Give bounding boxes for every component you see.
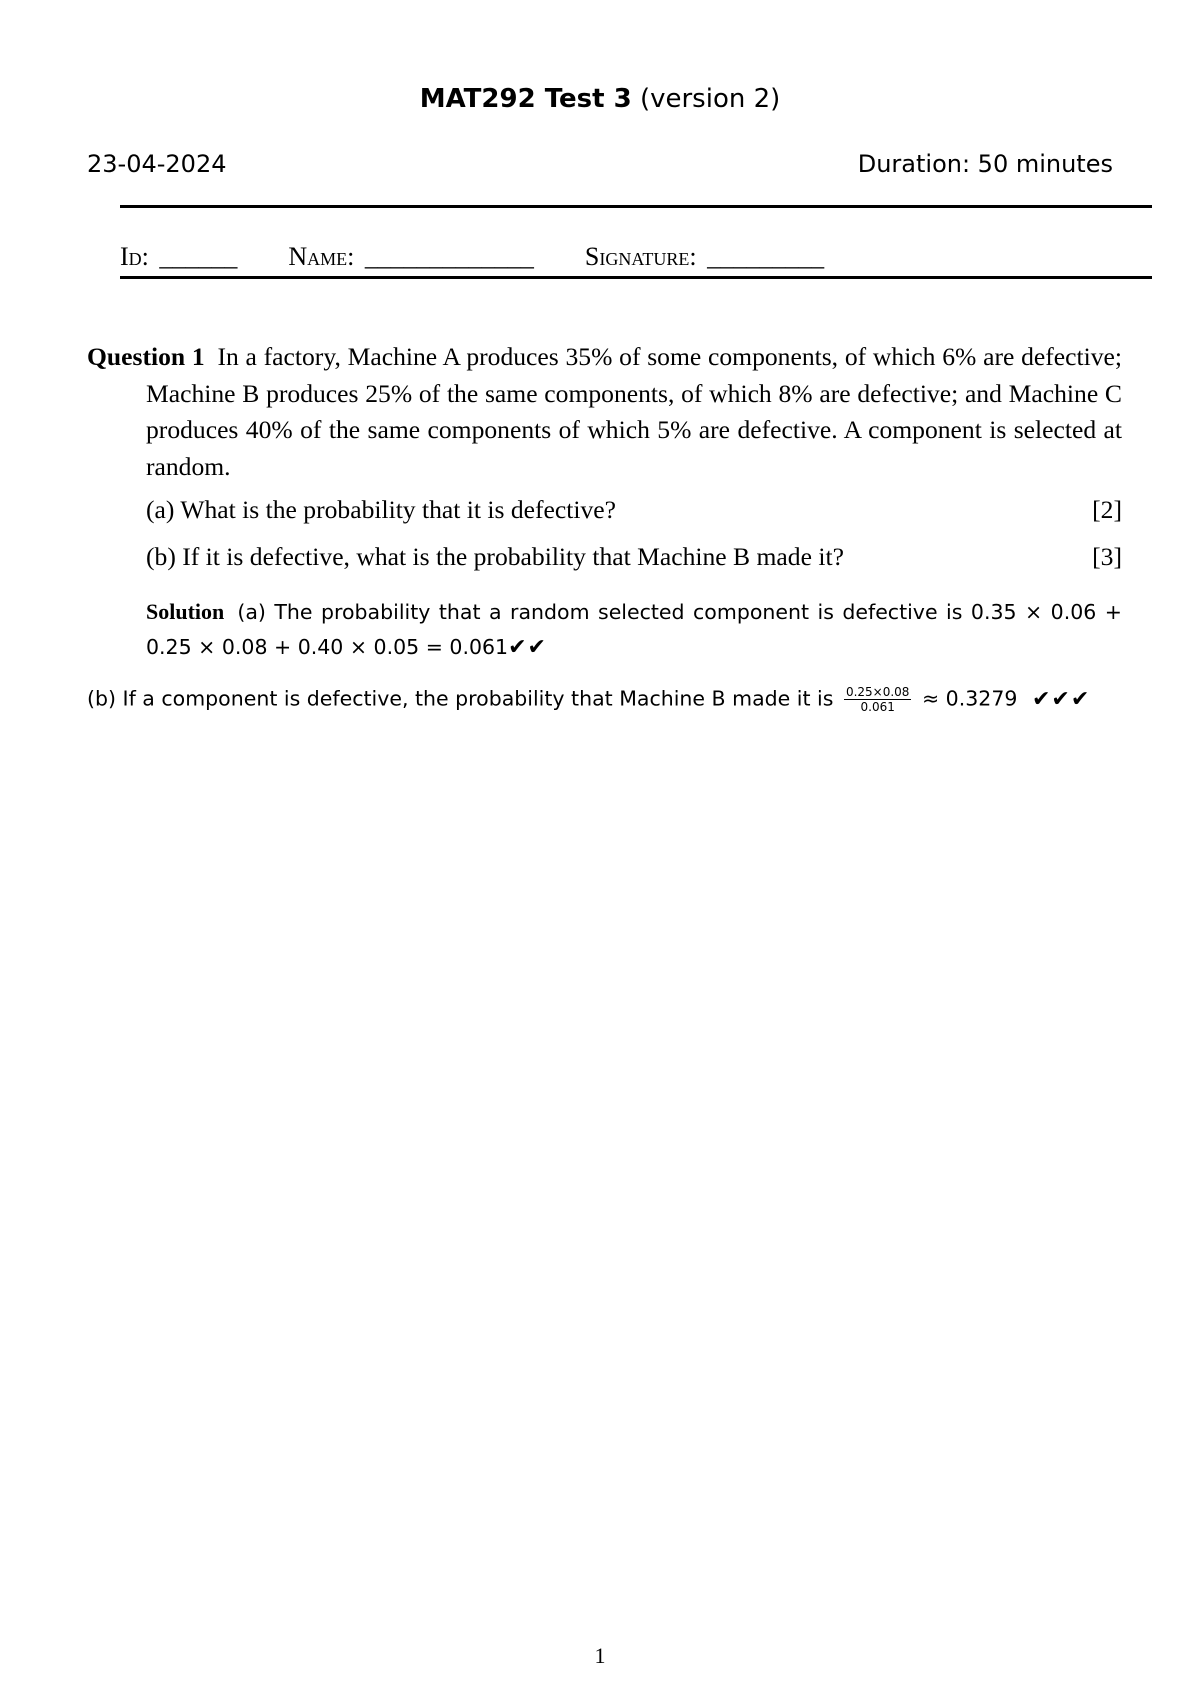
question-part-a: [146, 495, 1122, 525]
question-1: [87, 339, 1122, 485]
part-b-marks: [3]: [1092, 542, 1122, 571]
test-title-main: MAT292 Test 3: [419, 84, 632, 114]
solution-b-text: (b) If a component is defective, the probability that Machine B made it is: [87, 686, 834, 711]
test-title-version: (version 2): [639, 84, 781, 114]
solution-part-b: [87, 685, 1090, 714]
part-b-text: (b) If it is defective, what is the probability that Machine B made it?: [146, 542, 844, 571]
question-label: Question 1: [87, 342, 205, 371]
test-title: [0, 84, 1200, 114]
test-date: 23-04-2024: [87, 150, 227, 178]
name-blank[interactable]: _____________: [364, 242, 534, 271]
student-fields: [120, 242, 1120, 272]
part-a-text: (a) What is the probability that it is defective?: [146, 495, 617, 524]
solution-a-text: (a) The probability that a random selected component is defective is 0.35 × 0.06 + 0.25 × 0.08 + 0.40 × 0.05 = 0.061: [146, 600, 1122, 659]
solution-b-result: ≈ 0.3279: [921, 686, 1018, 711]
bottom-rule: [120, 276, 1152, 279]
page-number: 1: [594, 1643, 606, 1668]
part-a-marks: [2]: [1092, 495, 1122, 524]
check-marks-b: ✔✔✔: [1031, 686, 1091, 712]
name-label: Name:: [288, 242, 355, 271]
solution-label: Solution: [146, 599, 225, 624]
fraction: [844, 685, 912, 714]
id-blank[interactable]: ______: [159, 242, 238, 271]
top-rule: [120, 205, 1152, 208]
fraction-denominator: 0.061: [860, 700, 895, 714]
signature-blank[interactable]: _________: [707, 242, 825, 271]
id-label: Id:: [120, 242, 149, 271]
question-part-b: [146, 542, 1122, 572]
signature-label: Signature:: [584, 242, 697, 271]
fraction-numerator: 0.25×0.08: [845, 685, 910, 699]
check-marks-a: ✔✔: [508, 635, 547, 660]
test-duration: Duration: 50 minutes: [857, 150, 1113, 178]
question-text: In a factory, Machine A produces 35% of some components, of which 6% are defective; Machine B produces 25% of the same components, of which 8% are defective; and Machine C produces 40% of the same components of which 5% are defective. A component is selected at random.: [146, 342, 1122, 481]
solution-part-a: [146, 595, 1122, 665]
